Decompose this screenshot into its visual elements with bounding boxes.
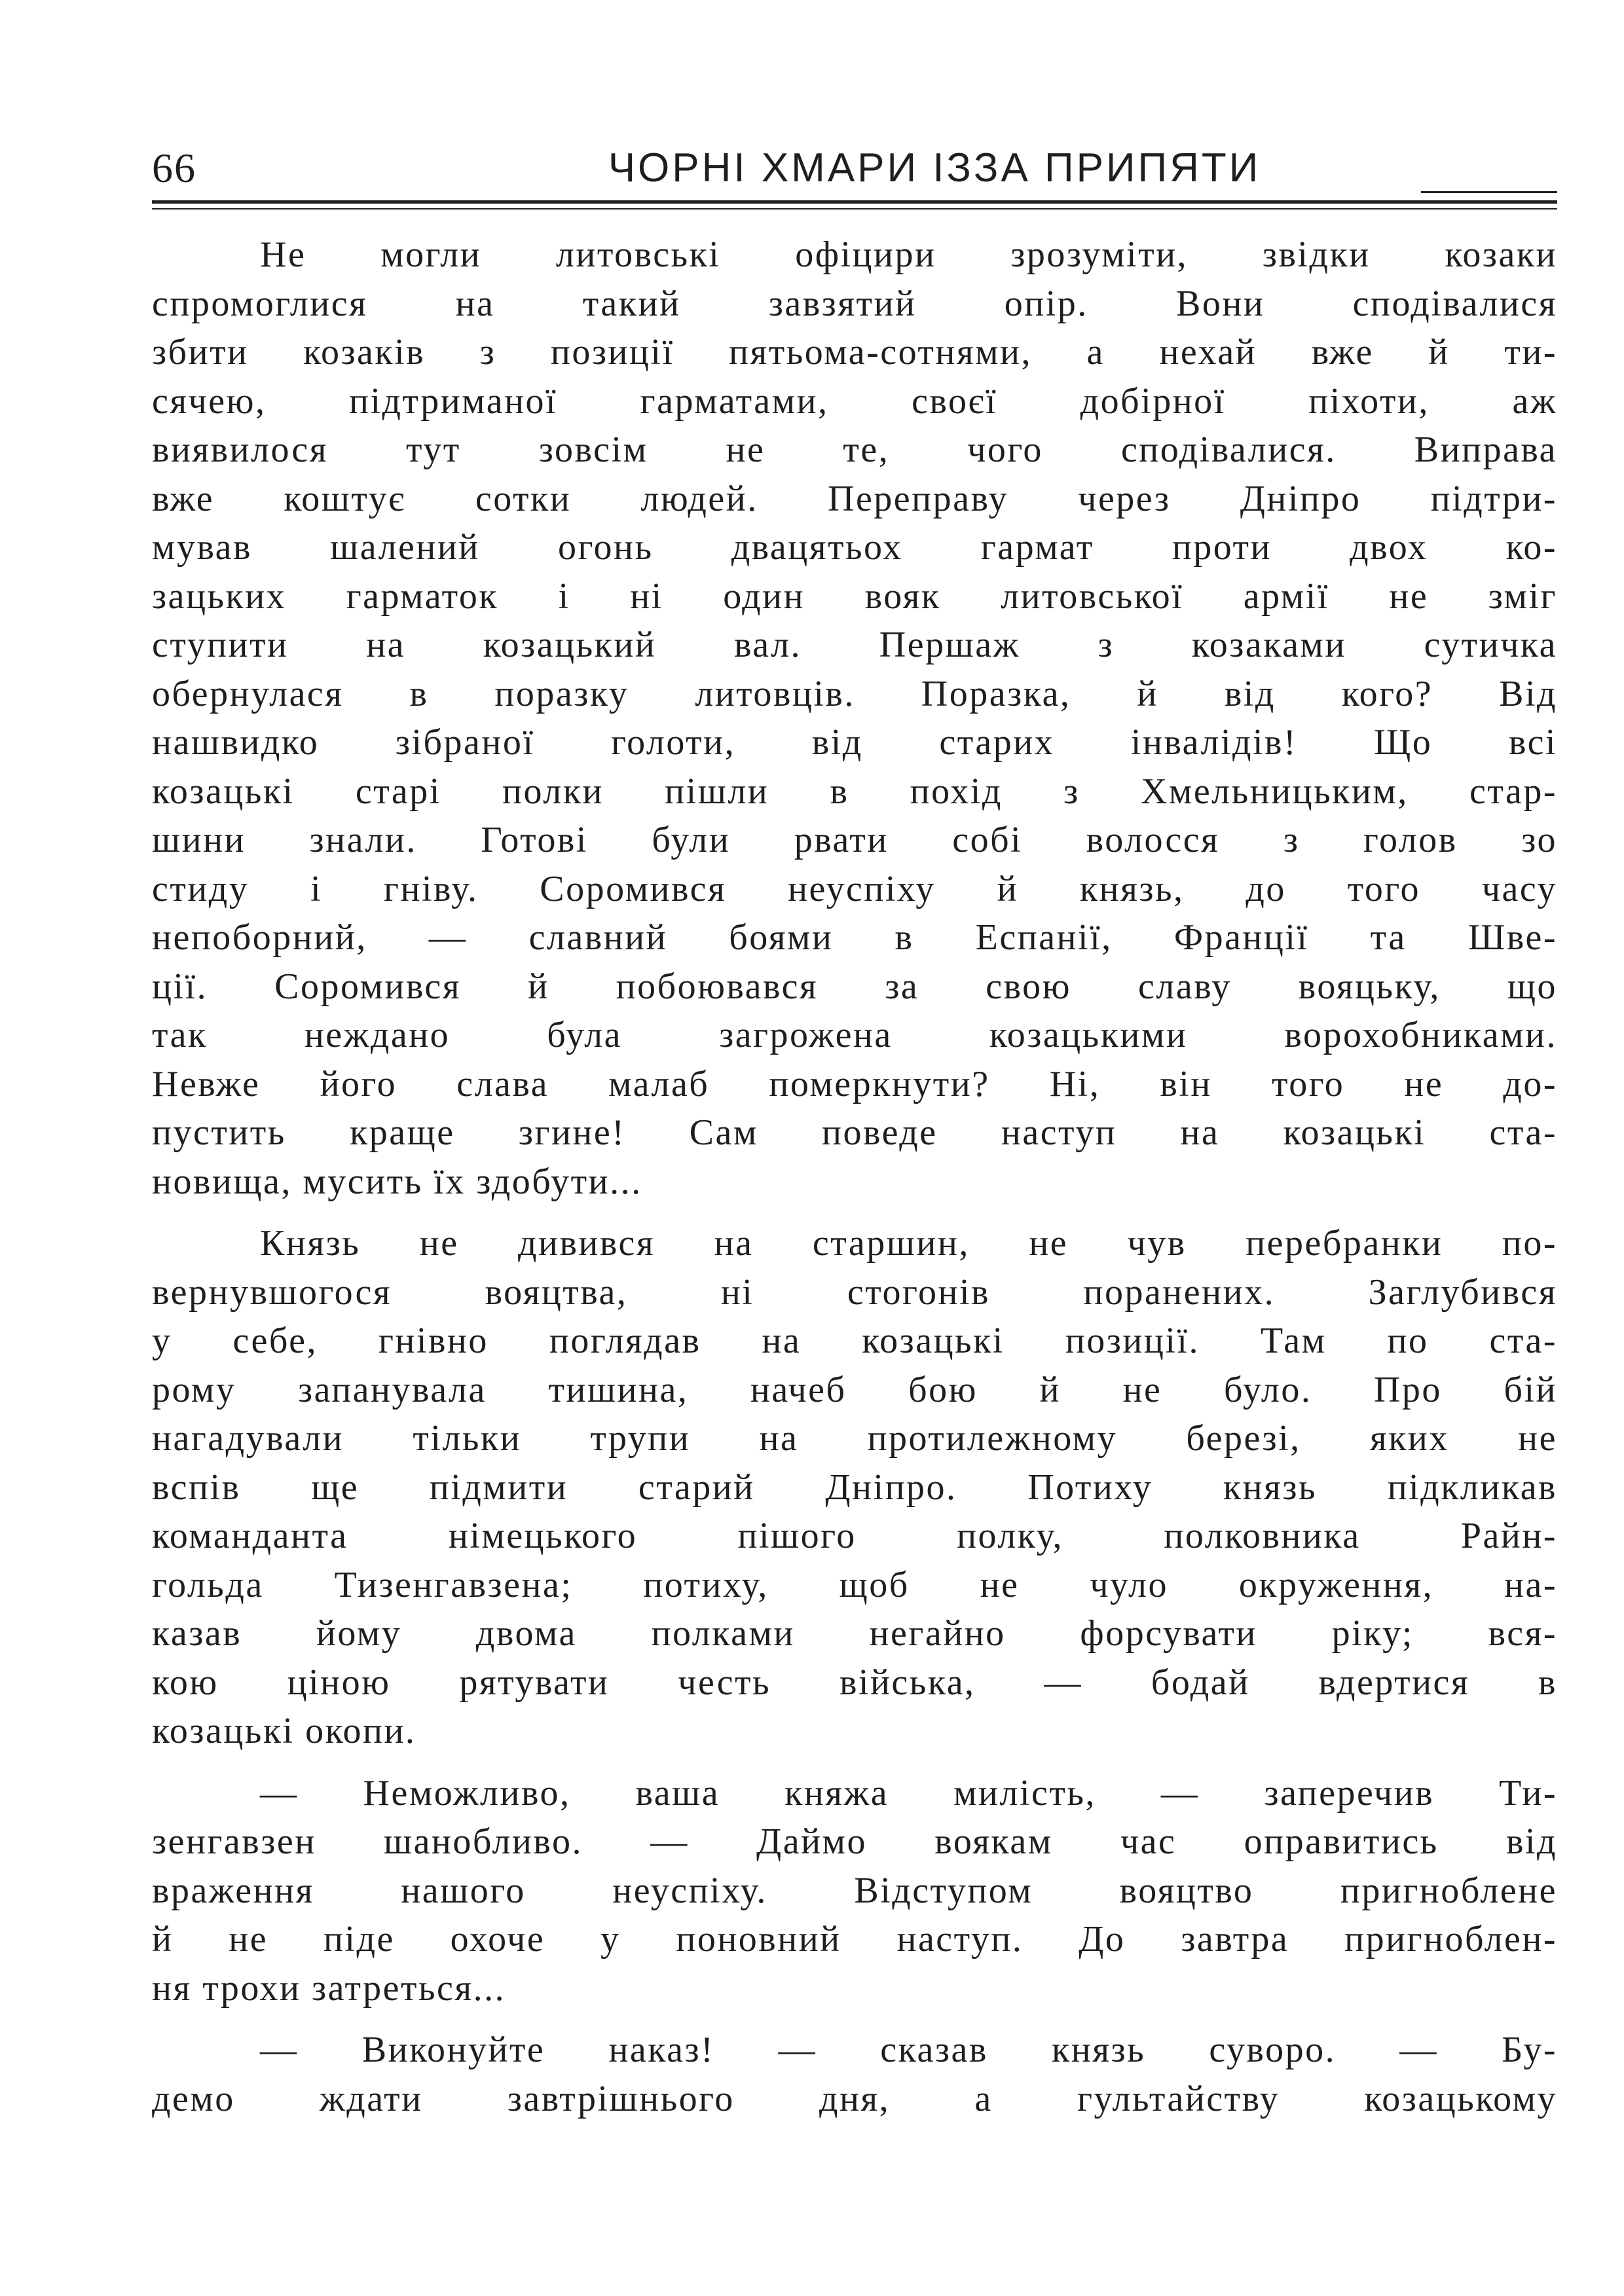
text-line: Не могли литовські офіцири зрозуміти, звідки козаки [260,234,1557,275]
text-line: непоборний, — славний боями в Еспанії, Франції та Шве- [152,917,1557,958]
text-line: зенгавзен шанобливо. — Даймо воякам час оправитись від [152,1821,1557,1862]
text-line: — Виконуйте наказ! — сказав князь суворо. — Бу- [260,2030,1557,2070]
text-line: зацьких гарматок і ні один вояк литовської армії не зміг [152,575,1557,617]
page-header [152,139,1557,198]
text-line: шини знали. Готові були рвати собі волосся з голов зо [152,820,1557,860]
text-line: нашвидко зібраної голоти, від старих інвалідів! Що всі [152,722,1557,763]
text-line: новища, мусить їх здобути... [152,1161,642,1202]
text-line: ня трохи затреться... [152,1967,506,2009]
paragraph [152,2026,1557,2123]
text-line: спромоглися на такий завзятий опір. Вони сподівалися [152,283,1557,324]
running-title: ЧОРНІ ХМАРИ ІЗЗА ПРИПЯТИ [608,145,1261,191]
text-line: стиду і гніву. Соромився неуспіху й князь, до того часу [152,868,1557,909]
text-line: вернувшогося вояцтва, ні стогонів поранених. Заглубився [152,1271,1557,1313]
text-line: й не піде охоче у поновний наступ. До завтра пригноблен- [152,1919,1557,1959]
page-number: 66 [152,145,196,191]
text-line: ції. Соромився й побоювався за свою славу вояцьку, що [152,966,1557,1007]
text-line: нагадували тільки трупи на протилежному березі, яких не [152,1418,1557,1459]
header-rule-short [1421,191,1557,193]
text-line: пустить краще згине! Сам поведе наступ на козацькі ста- [152,1112,1557,1153]
text-line: виявилося тут зовсім не те, чого сподівалися. Виправа [152,429,1557,470]
text-line: сячею, підтриманої гарматами, своєї добірної піхоти, аж [152,380,1557,422]
text-line: Невже його слава малаб померкнути? Ні, він того не до- [152,1063,1557,1104]
text-line: козацькі окопи. [152,1711,416,1751]
text-line: Князь не дивився на старшин, не чув перебранки по- [260,1223,1557,1264]
paragraph [152,1219,1557,1756]
paragraph [152,230,1557,1206]
text-line: кою ціною рятувати честь війська, — бодай вдертися в [152,1662,1557,1703]
text-line: вспів ще підмити старий Дніпро. Потиху князь підкликав [152,1467,1557,1508]
header-rule-thick [152,200,1557,204]
text-line: козацькі старі полки пішли в похід з Хмельницьким, стар- [152,771,1557,812]
text-line: мував шалений огонь двацятьох гармат проти двох ко- [152,527,1557,568]
text-line: ступити на козацький вал. Першаж з козаками сутичка [152,625,1557,665]
text-line: вже коштує сотки людей. Переправу через Дніпро підтри- [152,478,1557,519]
text-line: рому запанувала тишина, начеб бою й не було. Про бій [152,1369,1557,1410]
text-line: у себе, гнівно поглядав на козацькі позиції. Там по ста- [152,1321,1557,1361]
text-line: так неждано була загрожена козацькими ворохобниками. [152,1015,1557,1055]
text-line: — Неможливо, ваша княжа милість, — заперечив Ти- [260,1772,1557,1813]
text-line: обернулася в поразку литовців. Поразка, й від кого? Від [152,673,1557,714]
body-text [152,230,1557,2136]
text-line: враження нашого неуспіху. Відступом вояцтво пригноблене [152,1870,1557,1911]
text-line: гольда Тизенгавзена; потиху, щоб не чуло окруження, на- [152,1564,1557,1605]
text-line: команданта німецького пішого полку, полковника Райн- [152,1516,1557,1556]
paragraph [152,1769,1557,2013]
header-rule-thin [152,208,1557,210]
text-line: демо ждати завтрішнього дня, а гультайству козацькому [152,2078,1557,2119]
text-line: збити козаків з позиції пятьома-сотнями, а нехай вже й ти- [152,332,1557,373]
text-line: казав йому двома полками негайно форсувати ріку; вся- [152,1613,1557,1654]
